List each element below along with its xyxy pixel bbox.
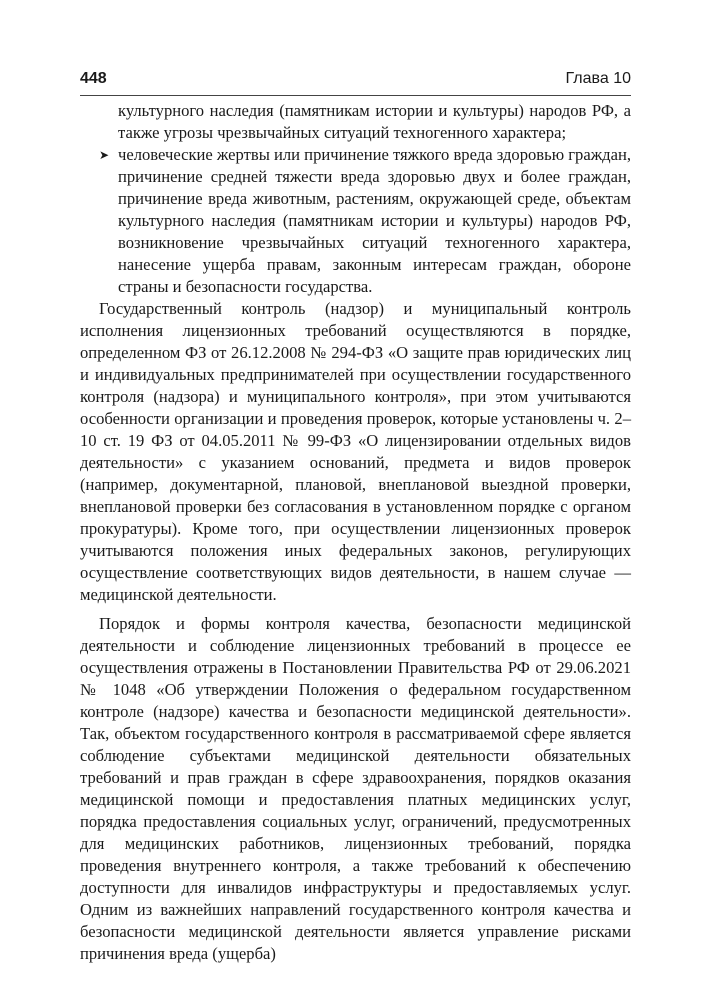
list-item [80, 144, 631, 298]
list-item-text: человеческие жертвы или причинение тяжкого вреда здоровью граждан, причинение средней тяжести вреда здоровью двух и более граждан, причинение вреда животным, растениям, окружающей среде, объектам культурного наследия (памятникам истории и культуры) народов РФ, возникновение чрезвычайных ситуаций техногенного характера, нанесение ущерба правам, законным интересам граждан, обороне страны и безопасности государства. [118, 145, 632, 296]
list-item-continued [80, 100, 631, 144]
page-body [80, 100, 631, 965]
paragraph: Государственный контроль (надзор) и муниципальный контроль исполнения лицензионных требований осуществляются в порядке, определенном ФЗ от 26.12.2008 № 294-ФЗ «О защите прав юридических лиц и индивидуальных предпринимателей при осуществлении государственного контроля (надзора) и муниципального контроля», при этом учитываются особенности организации и проведения проверок, которые установлены ч. 2–10 ст. 19 ФЗ от 04.05.2011 № 99-ФЗ «О лицензировании отдельных видов деятельности» с указанием оснований, предмета и видов проверок (например, документарной, плановой, внеплановой выездной проверки, внеплановой проверки без согласования в установленном порядке с органом прокуратуры). Кроме того, при осуществлении лицензионных проверок учитываются положения иных федеральных законов, регулирующих осуществление соответствующих видов деятельности, в нашем случае — медицинской деятельности. [80, 299, 631, 604]
chapter-title: Глава 10 [565, 70, 631, 87]
running-header [80, 70, 631, 94]
header-rule [80, 95, 631, 96]
arrow-bullet-icon: ➤ [99, 148, 110, 162]
page-number: 448 [80, 70, 107, 87]
paragraph: Порядок и формы контроля качества, безопасности медицинской деятельности и соблюдение лицензионных требований в процессе ее осуществления отражены в Постановлении Правительства РФ от 29.06.2021 № 1048 «Об утверждении Положения о федеральном государственном контроле (надзоре) качества и безопасности медицинской деятельности». Так, объектом государственного контроля в рассматриваемой сфере является соблюдение субъектами медицинской деятельности обязательных требований и прав граждан в сфере здравоохранения, порядков оказания медицинской помощи и предоставления платных медицинских услуг, порядка предоставления социальных услуг, ограничений, предусмотренных для медицинских работников, лицензионных требований, порядка проведения внутреннего контроля, а также требований к обеспечению доступности для инвалидов инфраструктуры и предоставляемых услуг. Одним из важнейших направлений государственного контроля качества и безопасности медицинской деятельности является управление рисками причинения вреда (ущерба) [80, 614, 631, 963]
list-item-text: культурного наследия (памятникам истории и культуры) народов РФ, а также угрозы чрезвычайных ситуаций техногенного характера; [118, 101, 631, 142]
